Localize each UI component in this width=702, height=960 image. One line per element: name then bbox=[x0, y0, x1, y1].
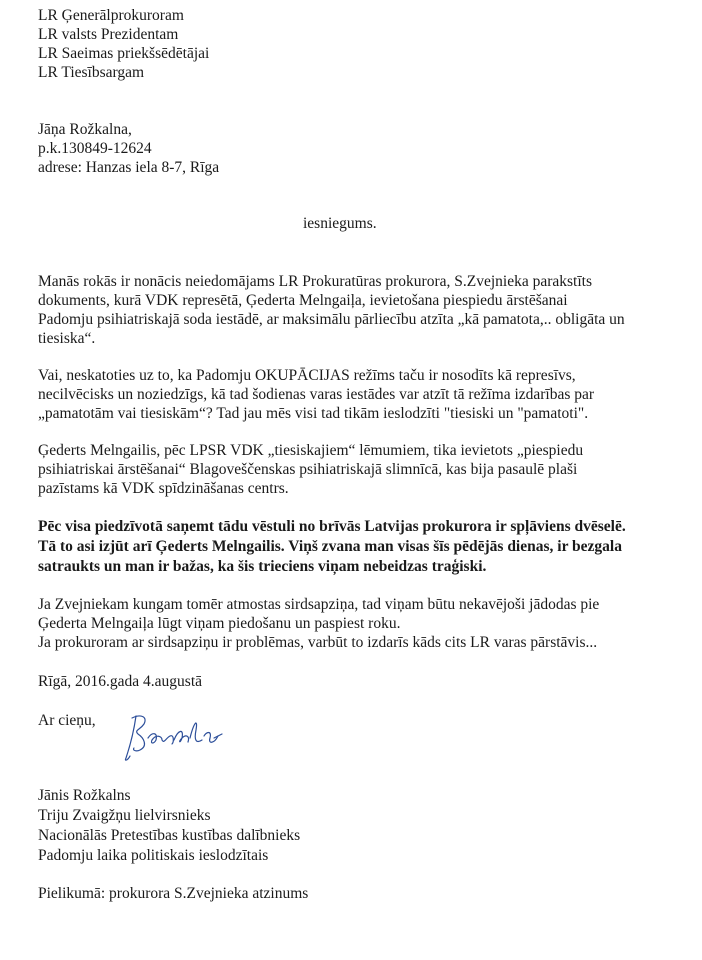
signatory-title: Padomju laika politiskais ieslodzītais bbox=[38, 847, 269, 864]
recipient-line: LR Tiesībsargam bbox=[38, 64, 145, 81]
sender-name: Jāņa Rožkalna, bbox=[38, 121, 132, 138]
paragraph-line: necilvēcisks un noziedzīgs, kā tad šodienas varas iestādes var atzīt tā režīma izdarības par bbox=[38, 386, 595, 403]
paragraph-line: pazīstams kā VDK spīdzināšanas centrs. bbox=[38, 480, 289, 497]
date-line: Rīgā, 2016.gada 4.augustā bbox=[38, 673, 203, 690]
paragraph-line: Ja Zvejniekam kungam tomēr atmostas sirdsapziņa, tad viņam būtu nekavējoši jādodas pie bbox=[38, 596, 600, 613]
recipient-line: LR Ģenerālprokuroram bbox=[38, 7, 184, 24]
paragraph-line: satraukts un man ir bažas, ka šis trieciens viņam nebeidzas traģiski. bbox=[38, 558, 487, 575]
paragraph-line: Ja prokuroram ar sirdsapziņu ir problēmas, varbūt to izdarīs kāds cits LR varas pārstāvis... bbox=[38, 634, 598, 651]
paragraph-line: Ģederta Melngaiļa lūgt viņam piedošanu un paspiest roku. bbox=[38, 615, 401, 632]
paragraph-line: Manās rokās ir nonācis neiedomājams LR Prokuratūras prokurora, S.Zvejnieka parakstīts bbox=[38, 273, 592, 290]
handwritten-signature bbox=[118, 708, 228, 768]
document-title: iesniegums. bbox=[303, 215, 377, 232]
paragraph-line: tiesiska“. bbox=[38, 330, 96, 347]
recipient-line: LR valsts Prezidentam bbox=[38, 26, 179, 43]
paragraph-line: Ģederts Melngailis, pēc LPSR VDK „tiesiskajiem“ lēmumiem, tika ievietots „piespiedu bbox=[38, 442, 584, 459]
paragraph-line: psihiatriskai ārstēšanai“ Blagoveščenskas psihiatriskajā slimnīcā, kas bija pasaulē plaši bbox=[38, 461, 578, 478]
paragraph-line: Padomju psihiatriskajā soda iestādē, ar maksimālu pārliecību atzīta „kā pamatota,.. obligāta un bbox=[38, 311, 625, 328]
sender-address: adrese: Hanzas iela 8-7, Rīga bbox=[38, 159, 220, 176]
signatory-title: Nacionālās Pretestības kustības dalībnieks bbox=[38, 827, 301, 844]
closing: Ar cieņu, bbox=[38, 712, 96, 729]
recipient-line: LR Saeimas priekšsēdētājai bbox=[38, 45, 210, 62]
attachment-note: Pielikumā: prokurora S.Zvejnieka atzinums bbox=[38, 885, 309, 902]
signatory-name: Jānis Rožkalns bbox=[38, 787, 131, 804]
sender-personal-code: p.k.130849-12624 bbox=[38, 140, 152, 157]
paragraph-line: Vai, neskatoties uz to, ka Padomju OKUPĀCIJAS režīms taču ir nosodīts kā represīvs, bbox=[38, 367, 576, 384]
paragraph-line: „pamatotām vai tiesiskām“? Tad jau mēs visi tad tikām ieslodzīti "tiesiski un "pamatoti". bbox=[38, 405, 589, 422]
paragraph-line: Pēc visa piedzīvotā saņemt tādu vēstuli no brīvās Latvijas prokurora ir spļāviens dvēselē. bbox=[38, 518, 626, 535]
signatory-title: Triju Zvaigžņu lielvirsnieks bbox=[38, 807, 211, 824]
paragraph-line: dokuments, kurā VDK represētā, Ģederta Melngaiļa, ievietošana piespiedu ārstēšanai bbox=[38, 292, 568, 309]
paragraph-line: Tā to asi izjūt arī Ģederts Melngailis. Viņš zvana man visas šīs pēdējās dienas, ir bezgala bbox=[38, 538, 622, 555]
